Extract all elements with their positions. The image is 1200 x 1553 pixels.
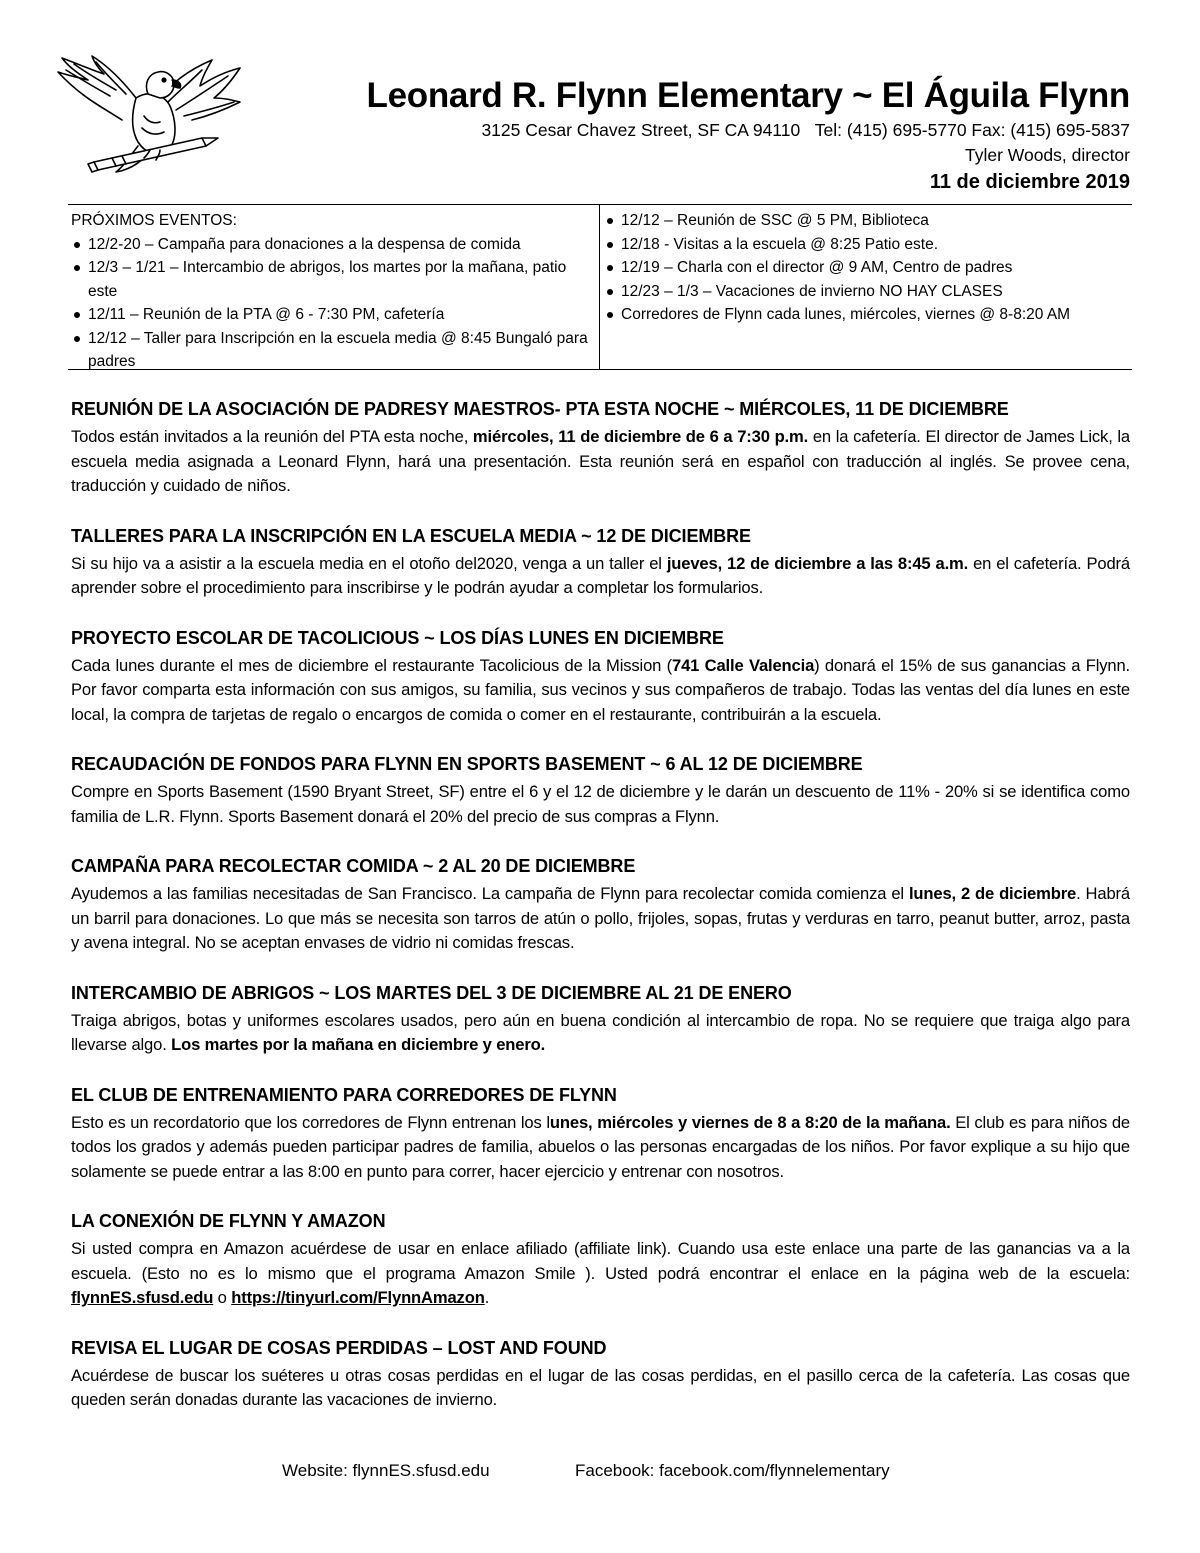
article-coat-exchange: [71, 979, 1130, 1058]
event-item: 12/23 – 1/3 – Vacaciones de invierno NO HAY CLASES: [606, 280, 1128, 304]
article-title: CAMPAÑA PARA RECOLECTAR COMIDA ~ 2 AL 20 DE DICIEMBRE: [71, 856, 636, 876]
article-title: REVISA EL LUGAR DE COSAS PERDIDAS – LOST AND FOUND: [71, 1337, 607, 1358]
article-body: Compre en Sports Basement (1590 Bryant Street, SF) entre el 6 y el 12 de diciembre y le darán un descuento de 11% - 20% si se identifica como familia de L.R. Flynn. Sports Basement donará el 20% del precio de sus compras a Flynn.: [71, 782, 1130, 826]
event-item: 12/18 - Visitas a la escuela @ 8:25 Patio este.: [606, 233, 1128, 257]
school-website-link[interactable]: flynnES.sfusd.edu: [71, 1288, 214, 1307]
article-body: Si usted compra en Amazon acuérdese de usar en enlace afiliado (affiliate link). Cuando usa este enlace una parte de las ganancias va a la escuela. (Esto no es lo mismo que el programa Amazon Smile ). Usted podrá encontrar el enlace en la página web de la escuela: flynnES.sfusd.edu o https://tinyurl.com/FlynnAmazon.: [71, 1239, 1130, 1307]
events-left-column: [68, 205, 600, 369]
contact-line: [367, 118, 1130, 143]
amazon-affiliate-link[interactable]: https://tinyurl.com/FlynnAmazon: [231, 1288, 485, 1307]
director: Tyler Woods, director: [964, 145, 1130, 165]
article-title: PROYECTO ESCOLAR DE TACOLICIOUS ~ LOS DÍAS LUNES EN DICIEMBRE: [71, 627, 724, 648]
article-title: TALLERES PARA LA INSCRIPCIÓN EN LA ESCUELA MEDIA ~ 12 DE DICIEMBRE: [71, 525, 751, 546]
event-item: 12/12 – Reunión de SSC @ 5 PM, Biblioteca: [606, 209, 1128, 233]
event-item: 12/12 – Taller para Inscripción en la escuela media @ 8:45 Bungaló para padres: [71, 327, 595, 374]
article-lost-and-found: [71, 1334, 1130, 1413]
issue-date: 11 de diciembre 2019: [929, 171, 1130, 193]
article-sports-basement: [71, 750, 1130, 829]
article-body: Ayudemos a las familias necesitadas de San Francisco. La campaña de Flynn para recolectar comida comienza el lunes, 2 de diciembre. Habrá un barril para donaciones. Lo que más se necesita son tarros de atún o pollo, frijoles, sopas, frutas y verduras en tarro, peanut butter, arroz, pasta y avena integral. No se aceptan envases de vidrio ni comidas frescas.: [71, 884, 1130, 952]
article-title: RECAUDACIÓN DE FONDOS PARA FLYNN EN SPORTS BASEMENT ~ 6 AL 12 DE DICIEMBRE: [71, 754, 863, 774]
address: 3125 Cesar Chavez Street, SF CA 94110: [481, 120, 801, 140]
upcoming-events: [68, 204, 1132, 370]
eagle-logo: [52, 50, 252, 185]
article-title: EL CLUB DE ENTRENAMIENTO PARA CORREDORES DE FLYNN: [71, 1084, 617, 1105]
article-middle-school-workshops: [71, 522, 1130, 601]
article-body: Todos están invitados a la reunión del PTA esta noche, miércoles, 11 de diciembre de 6 a 7:30 p.m. en la cafetería. El director de James Lick, la escuela media asignada a Leonard Flynn, hará una presentación. Esta reunión será en español con traducción al inglés. Se provee cena, traducción y cuidado de niños.: [71, 427, 1131, 495]
articles: [71, 395, 1130, 1436]
event-item: 12/19 – Charla con el director @ 9 AM, Centro de padres: [606, 256, 1128, 280]
article-body: Esto es un recordatorio que los corredores de Flynn entrenan los lunes, miércoles y viernes de 8 a 8:20 de la mañana. El club es para niños de todos los grados y además pueden participar padres de familia, abuelos o las personas encargadas de los niños. Por favor explique a su hijo que solamente se puede entrar a las 8:00 en punto para correr, hacer ejercicio y entrenar con nosotros.: [71, 1112, 1130, 1181]
school-title: Leonard R. Flynn Elementary ~ El Águila Flynn: [366, 76, 1130, 115]
event-item: 12/3 – 1/21 – Intercambio de abrigos, los martes por la mañana, patio este: [71, 256, 595, 303]
phones: Tel: (415) 695-5770 Fax: (415) 695-5837: [814, 120, 1130, 140]
article-title: REUNIÓN DE LA ASOCIACIÓN DE PADRESY MAESTROS- PTA ESTA NOCHE ~ MIÉRCOLES, 11 DE DICIEMBRE: [71, 399, 1009, 419]
article-title: LA CONEXIÓN DE FLYNN Y AMAZON: [71, 1211, 386, 1231]
event-item: 12/2-20 – Campaña para donaciones a la despensa de comida: [71, 233, 595, 257]
article-pta-meeting: [71, 395, 1130, 499]
article-body: Si su hijo va a asistir a la escuela media en el otoño del2020, venga a un taller el jueves, 12 de diciembre a las 8:45 a.m. en el cafetería. Podrá aprender sobre el procedimiento para inscribirse y le podrán ayudar a completar los formularios.: [71, 553, 1130, 597]
event-item: 12/11 – Reunión de la PTA @ 6 - 7:30 PM, cafetería: [71, 303, 595, 327]
article-food-drive: [71, 852, 1130, 956]
article-runners-club: [71, 1081, 1130, 1185]
article-body: Acuérdese de buscar los suéteres u otras cosas perdidas en el lugar de las cosas perdidas, en el pasillo cerca de la cafetería. Las cosas que queden serán donadas durante las vacaciones de invierno.: [71, 1365, 1130, 1409]
events-heading: PRÓXIMOS EVENTOS:: [71, 212, 237, 229]
footer-website[interactable]: Website: flynnES.sfusd.edu: [282, 1461, 490, 1480]
article-body: Cada lunes durante el mes de diciembre el restaurante Tacolicious de la Mission (741 Calle Valencia) donará el 15% de sus ganancias a Flynn. Por favor comparta esta información con sus amigos, su familia, sus vecinos y sus compañeros de trabajo. Todas las ventas del día lunes en este local, la compra de tarjetas de regalo o encargos de comida o comer en el restaurante, contribuirán a la escuela.: [71, 655, 1131, 724]
article-amazon: [71, 1207, 1130, 1311]
events-right-column: [600, 205, 1132, 369]
article-title: INTERCAMBIO DE ABRIGOS ~ LOS MARTES DEL 3 DE DICIEMBRE AL 21 DE ENERO: [71, 982, 792, 1003]
article-body: Traiga abrigos, botas y uniformes escolares usados, pero aún en buena condición al intercambio de ropa. No se requiere que traiga algo para llevarse algo. Los martes por la mañana en diciembre y enero.: [71, 1010, 1130, 1054]
article-tacolicious: [71, 624, 1130, 728]
event-item: Corredores de Flynn cada lunes, miércoles, viernes @ 8-8:20 AM: [606, 303, 1128, 327]
header: [367, 74, 1130, 196]
footer-facebook[interactable]: Facebook: facebook.com/flynnelementary: [575, 1461, 890, 1480]
